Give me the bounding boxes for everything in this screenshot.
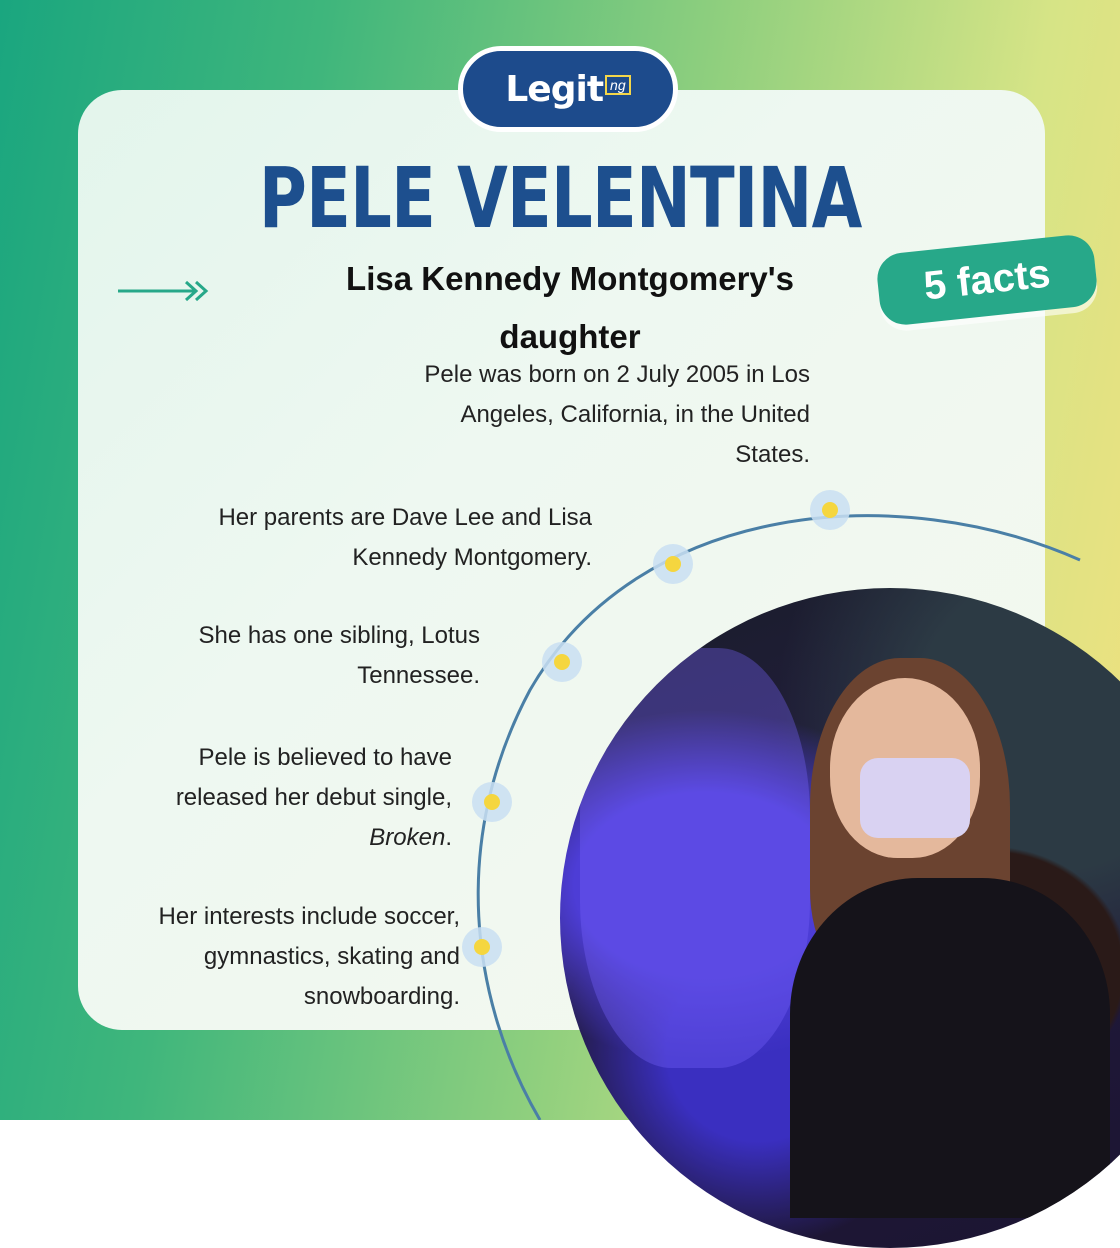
fact-text: Pele was born on 2 July 2005 in Los Angeles, California, in the United States. [424, 361, 810, 468]
portrait-photo [560, 588, 1120, 1248]
logo-suffix: ng [605, 75, 631, 95]
fact-text: Her interests include soccer, gymnastics, skating and snowboarding. [158, 903, 460, 1010]
fact-item [90, 897, 460, 1017]
legit-logo [458, 46, 678, 132]
page-subtitle: Lisa Kennedy Montgomery's daughter [346, 260, 794, 355]
fact-text: She has one sibling, Lotus Tennessee. [198, 622, 480, 689]
photo-jacket [790, 878, 1110, 1218]
fact-text-after: . [445, 824, 452, 851]
fact-item [140, 616, 480, 696]
arrow-right-icon [116, 276, 212, 306]
logo-text: Legit [505, 68, 604, 110]
fact-item [190, 498, 592, 578]
page-title: PELE VELENTINA [258, 149, 862, 247]
fact-text: Her parents are Dave Lee and Lisa Kennedy Montgomery. [218, 504, 592, 571]
face-mask [860, 758, 970, 838]
single-title: Broken [369, 824, 446, 851]
fact-item [110, 738, 452, 858]
fact-text-before: Pele is believed to have released her debut single, [175, 744, 452, 811]
photo-light-bubble [580, 648, 810, 1068]
fact-item [390, 355, 810, 475]
badge-label: 5 facts [921, 250, 1053, 309]
